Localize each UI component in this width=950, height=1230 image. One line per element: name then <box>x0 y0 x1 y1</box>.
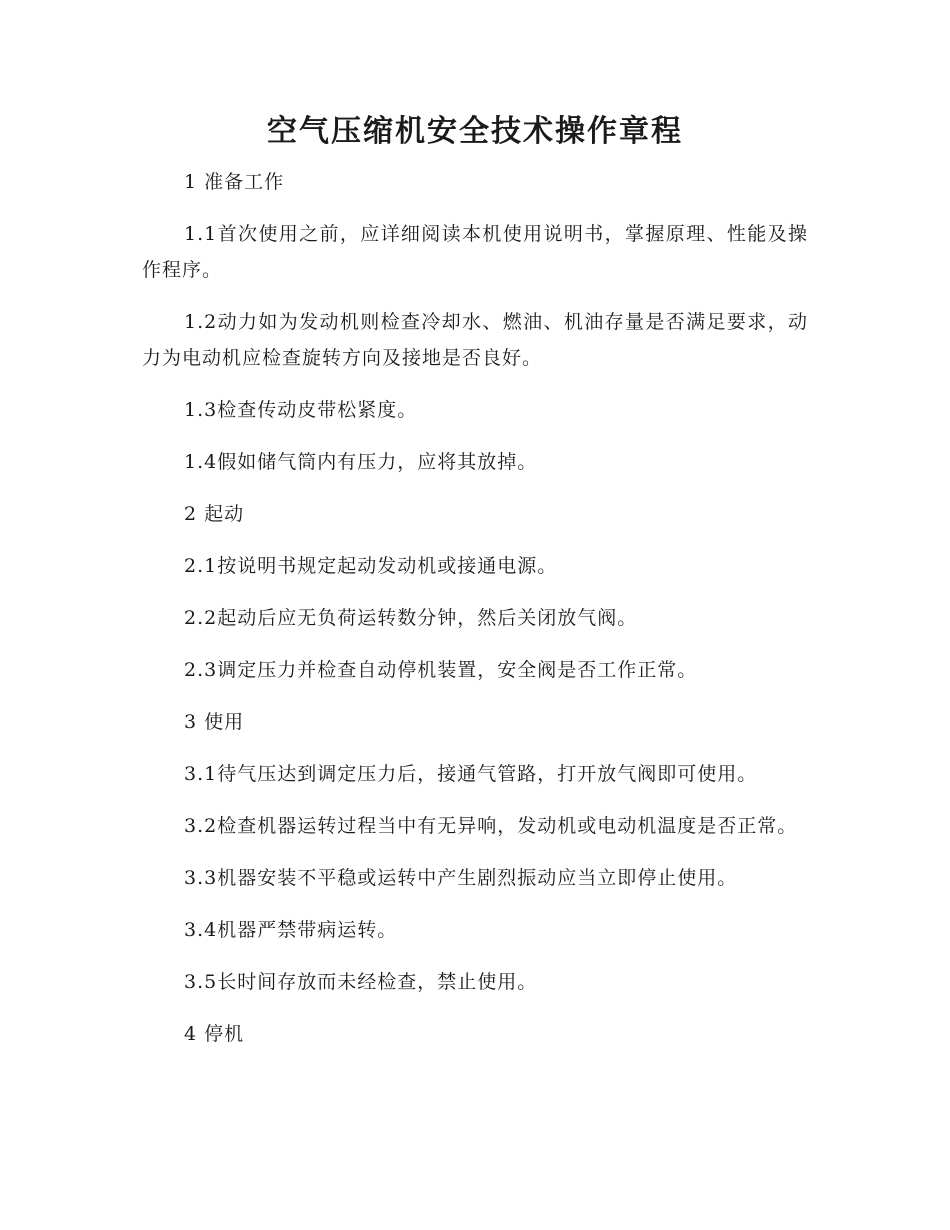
document-title: 空气压缩机安全技术操作章程 <box>267 114 683 149</box>
paragraph-3-1: 3.1待气压达到调定压力后，接通气管路，打开放气阀即可使用。 <box>184 763 758 785</box>
paragraph-1-1: 1.1首次使用之前，应详细阅读本机使用说明书，掌握原理、性能及操作程序。 <box>142 223 808 281</box>
paragraph-1-2: 1.2动力如为发动机则检查冷却水、燃油、机油存量是否满足要求，动力为电动机应检查旋转方向及接地是否良好。 <box>142 311 808 369</box>
paragraph-3-3: 3.3机器安装不平稳或运转中产生剧烈振动应当立即停止使用。 <box>184 867 738 889</box>
paragraph-1-4: 1.4假如储气筒内有压力，应将其放掉。 <box>184 451 538 473</box>
paragraph-2-1: 2.1按说明书规定起动发动机或接通电源。 <box>184 555 558 577</box>
section-heading-3: 3 使用 <box>184 711 245 733</box>
section-heading-1: 1 准备工作 <box>184 171 285 193</box>
paragraph-3-5: 3.5长时间存放而未经检查，禁止使用。 <box>184 971 538 993</box>
paragraph-1-3: 1.3检查传动皮带松紧度。 <box>184 399 418 421</box>
document-body <box>142 164 808 1068</box>
paragraph-3-2: 3.2检查机器运转过程当中有无异响，发动机或电动机温度是否正常。 <box>184 815 798 837</box>
paragraph-2-3: 2.3调定压力并检查自动停机装置，安全阀是否工作正常。 <box>184 659 698 681</box>
section-heading-4: 4 停机 <box>184 1023 245 1045</box>
paragraph-3-4: 3.4机器严禁带病运转。 <box>184 919 398 941</box>
section-heading-2: 2 起动 <box>184 503 245 525</box>
paragraph-2-2: 2.2起动后应无负荷运转数分钟，然后关闭放气阀。 <box>184 607 638 629</box>
